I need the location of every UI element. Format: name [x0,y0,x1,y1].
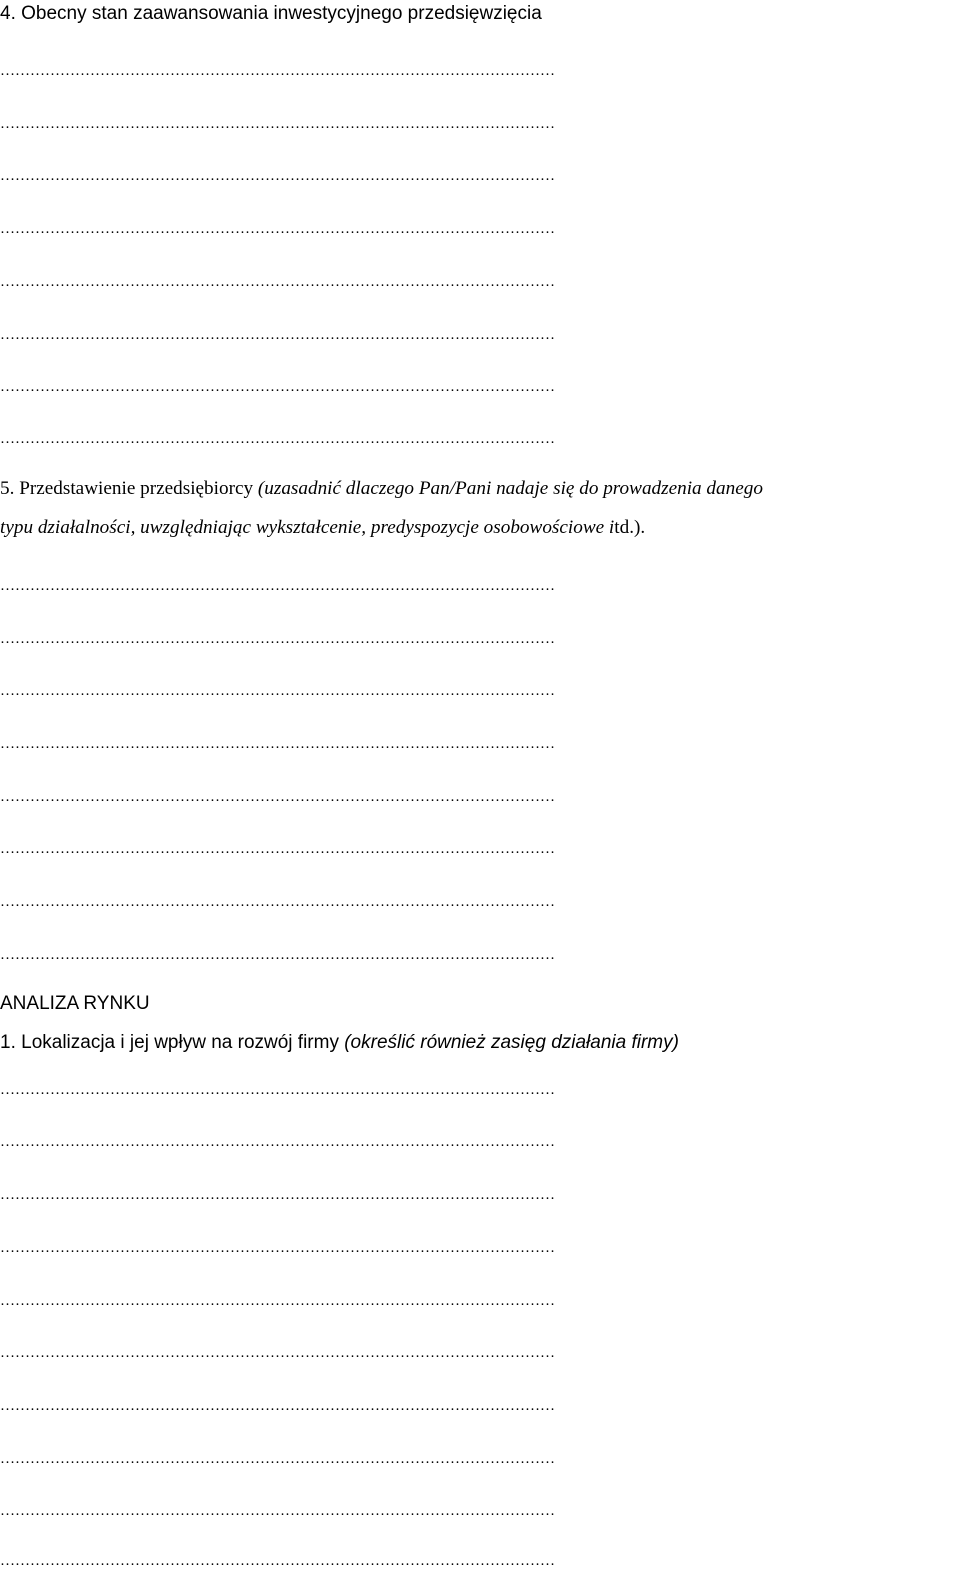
answer-line-m1-10[interactable]: ………………………………………………………………………………………………… [0,1553,555,1569]
answer-line-s4-6[interactable]: ………………………………………………………………………………………………… [0,327,555,343]
answer-line-s5-4[interactable]: ………………………………………………………………………………………………… [0,736,555,752]
answer-line-m1-1[interactable]: ………………………………………………………………………………………………… [0,1082,555,1098]
answer-line-m1-5[interactable]: ………………………………………………………………………………………………… [0,1293,555,1309]
market-item-1-heading [0,1031,679,1055]
section-5-lead: 5. Przedstawienie przedsiębiorcy [0,478,258,499]
answer-line-s5-6[interactable]: ………………………………………………………………………………………………… [0,841,555,857]
answer-line-s4-2[interactable]: ………………………………………………………………………………………………… [0,116,555,132]
answer-line-m1-7[interactable]: ………………………………………………………………………………………………… [0,1398,555,1414]
answer-line-s4-4[interactable]: ………………………………………………………………………………………………… [0,221,555,237]
answer-line-s4-5[interactable]: ………………………………………………………………………………………………… [0,274,555,290]
answer-line-s5-2[interactable]: ………………………………………………………………………………………………… [0,631,555,647]
section-5-heading-line-1 [0,476,960,502]
answer-line-s5-3[interactable]: ………………………………………………………………………………………………… [0,683,555,699]
answer-line-s5-8[interactable]: ………………………………………………………………………………………………… [0,947,555,963]
answer-line-s5-5[interactable]: ………………………………………………………………………………………………… [0,789,555,805]
section-5-italic-line-2: typu działalności, uwzględniając wykształcenie, predyspozycje osobowościowe i [0,517,615,538]
answer-line-s4-8[interactable]: ………………………………………………………………………………………………… [0,431,555,447]
answer-line-m1-8[interactable]: ………………………………………………………………………………………………… [0,1451,555,1467]
answer-line-s5-7[interactable]: ………………………………………………………………………………………………… [0,894,555,910]
answer-line-m1-6[interactable]: ………………………………………………………………………………………………… [0,1345,555,1361]
answer-line-s4-1[interactable]: ………………………………………………………………………………………………… [0,63,555,79]
answer-line-m1-3[interactable]: ………………………………………………………………………………………………… [0,1187,555,1203]
answer-line-s4-3[interactable]: ………………………………………………………………………………………………… [0,168,555,184]
section-5-italic-line-1: (uzasadnić dlaczego Pan/Pani nadaje się do prowadzenia danego [257,478,763,499]
market-item-1-lead: 1. Lokalizacja i jej wpływ na rozwój firmy [0,1032,345,1053]
answer-line-m1-9[interactable]: ………………………………………………………………………………………………… [0,1503,555,1519]
section-5-tail: td.). [614,517,646,538]
answer-line-m1-4[interactable]: ………………………………………………………………………………………………… [0,1240,555,1256]
section-4-heading: 4. Obecny stan zaawansowania inwestycyjnego przedsięwzięcia [0,3,542,24]
market-analysis-heading: ANALIZA RYNKU [0,993,150,1014]
answer-line-s5-1[interactable]: ………………………………………………………………………………………………… [0,578,555,594]
section-5-heading-line-2 [0,515,960,541]
answer-line-m1-2[interactable]: ………………………………………………………………………………………………… [0,1134,555,1150]
market-item-1-italic: (określić również zasięg działania firmy) [344,1032,679,1053]
answer-line-s4-7[interactable]: ………………………………………………………………………………………………… [0,379,555,395]
